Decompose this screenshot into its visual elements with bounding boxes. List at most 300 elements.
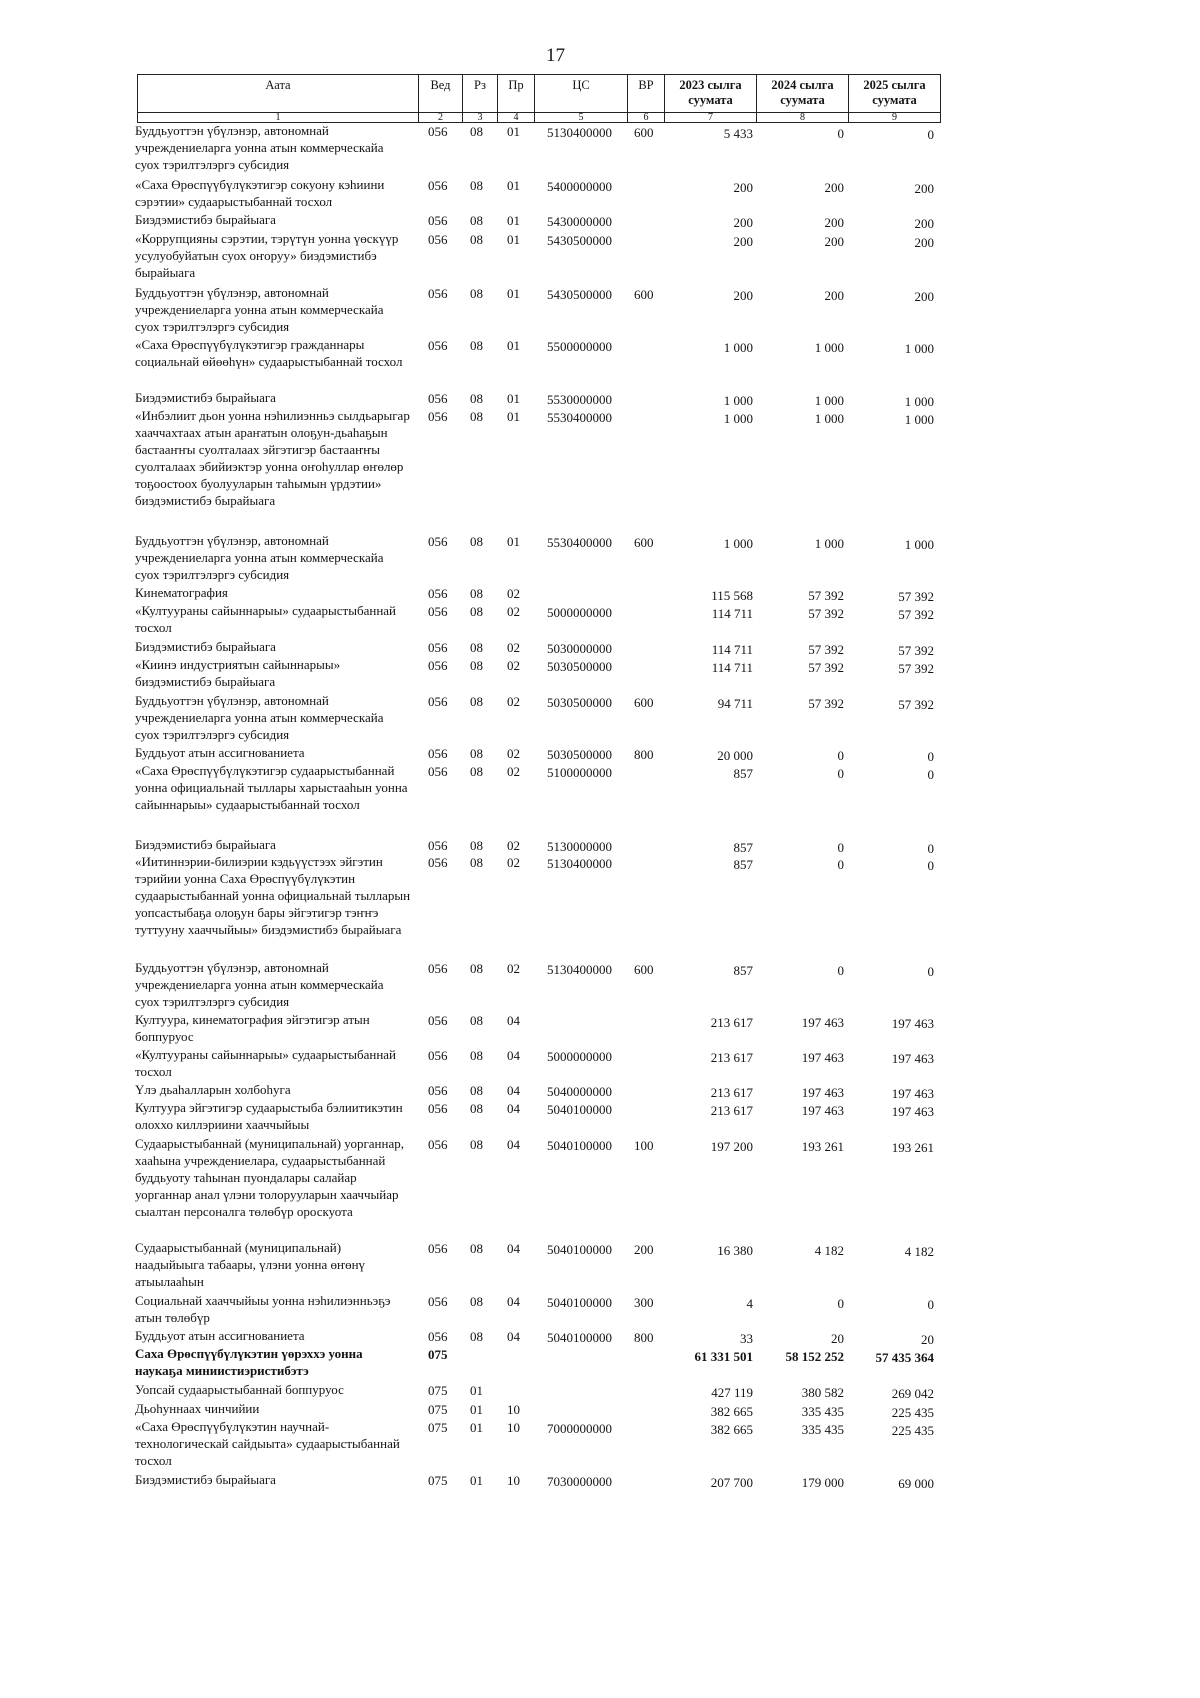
- row-cs: 5030500000: [547, 659, 612, 674]
- row-ved: 056: [428, 1294, 448, 1309]
- column-number: 3: [463, 113, 498, 123]
- row-amount-2025: 1 000: [904, 412, 934, 427]
- row-pr: 02: [507, 640, 520, 655]
- row-ved: 056: [428, 409, 448, 424]
- row-pr: 04: [507, 1048, 520, 1063]
- header-2024: 2024 сылга суумата: [757, 75, 849, 113]
- row-cs: 5040100000: [547, 1102, 612, 1117]
- table-row: [0, 744, 1200, 764]
- row-cs: 5030000000: [547, 641, 612, 656]
- row-amount-2024: 197 463: [801, 1103, 844, 1118]
- row-name: «Иитиннэрии-билиэрии кэдьүүстээх эйгэтин тэрийии уонна Саха Өрөспүүбүлүкэтин судаарыстыбаннай уонна официальнай тылларын уопсастыбаҕа олоҕун бары эйгэтигэр тэҥҥэ туттууну хааччыйыы» биэдэмистибэ бырайыага: [135, 854, 411, 937]
- row-amount-2024: 58 152 252: [785, 1349, 844, 1364]
- row-amount-2024: 57 392: [808, 642, 844, 657]
- row-name: Буддьуоттэн үбүлэнэр, автономнай учреждениеларга уонна атын коммерческайа суох тэрилтэлэргэ субсидия: [135, 533, 384, 582]
- row-rz: 08: [470, 838, 483, 853]
- row-amount-2025: 4 182: [904, 1244, 934, 1259]
- row-pr: 04: [507, 1241, 520, 1256]
- table-header: [137, 74, 941, 123]
- table-row: [0, 602, 1200, 635]
- row-amount-2024: 57 392: [808, 588, 844, 603]
- row-amount-2025: 1 000: [904, 394, 934, 409]
- column-number: 4: [498, 113, 535, 123]
- row-amount-2023: 382 665: [710, 1422, 753, 1437]
- row-amount-2024: 200: [824, 180, 844, 195]
- row-name: «Инбэлиит дьон уонна нэһилиэнньэ сылдьарыгар хааччахтаах атын араҥатын олоҕун-дьаһаҕын бастааҥҥы суолталаах эйгэтигэр бастааҥҥы суолталаах эбийиэктэр уонна оҥоһуллар өҥөлөр тоҕоостоох буолууларын таһымын үрдэтии» биэдэмистибэ бырайыага: [135, 408, 410, 508]
- row-vr: 100: [634, 1138, 654, 1153]
- row-rz: 08: [470, 586, 483, 601]
- row-amount-2023: 1 000: [723, 340, 753, 355]
- header-cs: ЦС: [535, 75, 628, 113]
- row-ved: 056: [428, 961, 448, 976]
- row-amount-2023: 33: [740, 1331, 753, 1346]
- row-pr: 01: [507, 286, 520, 301]
- row-pr: 02: [507, 604, 520, 619]
- page-number: 17: [546, 45, 565, 66]
- row-rz: 08: [470, 1241, 483, 1256]
- row-name: Биэдэмистибэ бырайыага: [135, 639, 276, 654]
- row-rz: 08: [470, 1294, 483, 1309]
- row-pr: 02: [507, 838, 520, 853]
- row-rz: 01: [470, 1473, 483, 1488]
- row-vr: 600: [634, 535, 654, 550]
- table-row: [0, 1135, 1200, 1219]
- row-rz: 08: [470, 1048, 483, 1063]
- row-name: «Коррупцияны сэрэтии, тэрүтүн уонна үөскүүр усулуобуйатын суох оҥоруу» биэдэмистибэ бырайыага: [135, 231, 399, 280]
- row-rz: 08: [470, 232, 483, 247]
- row-rz: 08: [470, 178, 483, 193]
- row-amount-2024: 200: [824, 215, 844, 230]
- row-pr: 01: [507, 409, 520, 424]
- row-ved: 056: [428, 586, 448, 601]
- row-amount-2025: 57 392: [898, 607, 934, 622]
- table-row: [0, 1046, 1200, 1079]
- row-amount-2024: 1 000: [814, 340, 844, 355]
- row-amount-2023: 213 617: [710, 1085, 753, 1100]
- row-name: Судаарыстыбаннай (муниципальнай) уорганнар, хааһына учреждениелара, судаарыстыбаннай буддьуоту таһынан пуондалары салайар уорганнар анал үлэни толорууларын хааччыйар сыалтан персоналга төлөбүр ороскуота: [135, 1136, 404, 1219]
- row-pr: 01: [507, 338, 520, 353]
- row-amount-2023: 857: [733, 963, 753, 978]
- row-pr: 01: [507, 178, 520, 193]
- row-cs: 5130000000: [547, 839, 612, 854]
- row-rz: 01: [470, 1420, 483, 1435]
- row-amount-2025: 1 000: [904, 341, 934, 356]
- table-row: [0, 1011, 1200, 1044]
- row-cs: 7000000000: [547, 1421, 612, 1436]
- row-pr: 01: [507, 124, 520, 139]
- row-amount-2023: 94 711: [717, 696, 753, 711]
- row-amount-2024: 0: [837, 963, 844, 978]
- row-amount-2024: 0: [837, 126, 844, 141]
- row-amount-2024: 197 463: [801, 1015, 844, 1030]
- row-amount-2024: 193 261: [801, 1139, 844, 1154]
- row-cs: 5400000000: [547, 179, 612, 194]
- row-name: Саха Өрөспүүбүлүкэтин үөрэххэ уонна наукаҕа миниистиэристибэтэ: [135, 1346, 363, 1378]
- table-row: [0, 656, 1200, 689]
- row-cs: 5000000000: [547, 1049, 612, 1064]
- row-amount-2024: 20: [831, 1331, 844, 1346]
- row-amount-2025: 0: [927, 767, 934, 782]
- row-rz: 08: [470, 855, 483, 870]
- row-amount-2025: 0: [927, 127, 934, 142]
- row-rz: 08: [470, 640, 483, 655]
- row-pr: 04: [507, 1083, 520, 1098]
- table-row: [0, 853, 1200, 937]
- row-name: Култуура эйгэтигэр судаарыстыба бэлиитикэтин олоххо киллэриини хааччыйыы: [135, 1100, 403, 1132]
- row-amount-2025: 197 463: [891, 1016, 934, 1031]
- header-rz: Рз: [463, 75, 498, 113]
- row-name: «Саха Өрөспүүбүлүкэтигэр судаарыстыбаннай уонна официальнай тыллары харыстааһын уонна сайыннарыы» судаарыстыбаннай тосхол: [135, 763, 408, 812]
- row-ved: 056: [428, 855, 448, 870]
- row-amount-2024: 197 463: [801, 1085, 844, 1100]
- header-vr: ВР: [628, 75, 665, 113]
- row-rz: 01: [470, 1383, 483, 1398]
- row-amount-2025: 197 463: [891, 1086, 934, 1101]
- row-cs: 7030000000: [547, 1474, 612, 1489]
- row-amount-2023: 213 617: [710, 1103, 753, 1118]
- row-cs: 5040000000: [547, 1084, 612, 1099]
- row-amount-2024: 0: [837, 840, 844, 855]
- table-row: [0, 1292, 1200, 1325]
- row-pr: 01: [507, 232, 520, 247]
- row-ved: 056: [428, 1241, 448, 1256]
- row-ved: 056: [428, 1083, 448, 1098]
- column-number: 7: [665, 113, 757, 123]
- row-rz: 08: [470, 286, 483, 301]
- row-name: «Саха Өрөспүүбүлүкэтин научнай- технологическай сайдыыта» судаарыстыбаннай тосхол: [135, 1419, 400, 1468]
- row-amount-2024: 1 000: [814, 411, 844, 426]
- row-ved: 056: [428, 604, 448, 619]
- row-name: Буддьуоттэн үбүлэнэр, автономнай учреждениеларга уонна атын коммерческайа суох тэрилтэлэргэ субсидия: [135, 693, 384, 742]
- row-pr: 04: [507, 1137, 520, 1152]
- row-ved: 056: [428, 534, 448, 549]
- row-ved: 056: [428, 640, 448, 655]
- row-rz: 08: [470, 1329, 483, 1344]
- row-name: Буддьуот атын ассигнованиета: [135, 745, 305, 760]
- row-amount-2024: 0: [837, 766, 844, 781]
- row-pr: 01: [507, 534, 520, 549]
- table-row: [0, 122, 1200, 172]
- row-ved: 075: [428, 1473, 448, 1488]
- row-cs: 5040100000: [547, 1330, 612, 1345]
- row-amount-2025: 200: [914, 235, 934, 250]
- row-cs: 5030500000: [547, 695, 612, 710]
- row-pr: 02: [507, 658, 520, 673]
- row-amount-2024: 1 000: [814, 536, 844, 551]
- row-vr: 600: [634, 695, 654, 710]
- row-name: Буддьуоттэн үбүлэнэр, автономнай учреждениеларга уонна атын коммерческайа суох тэрилтэлэргэ субсидия: [135, 123, 384, 172]
- row-ved: 056: [428, 1101, 448, 1116]
- column-number: 6: [628, 113, 665, 123]
- row-name: «Култуураны сайыннарыы» судаарыстыбаннай тосхол: [135, 603, 397, 635]
- row-rz: 08: [470, 124, 483, 139]
- row-rz: 08: [470, 746, 483, 761]
- row-amount-2023: 20 000: [717, 748, 753, 763]
- column-number: 2: [419, 113, 463, 123]
- row-amount-2024: 57 392: [808, 696, 844, 711]
- row-amount-2023: 197 200: [710, 1139, 753, 1154]
- row-amount-2023: 200: [733, 234, 753, 249]
- row-cs: 5530400000: [547, 410, 612, 425]
- table-row: [0, 211, 1200, 231]
- row-amount-2025: 200: [914, 216, 934, 231]
- column-number: 9: [849, 113, 941, 123]
- row-cs: 5430500000: [547, 287, 612, 302]
- row-amount-2023: 114 711: [711, 606, 753, 621]
- row-amount-2025: 1 000: [904, 537, 934, 552]
- row-name: Буддьуоттэн үбүлэнэр, автономнай учреждениеларга уонна атын коммерческайа суох тэрилтэлэргэ субсидия: [135, 285, 384, 334]
- table-row: [0, 389, 1200, 409]
- row-name: Биэдэмистибэ бырайыага: [135, 390, 276, 405]
- row-pr: 02: [507, 746, 520, 761]
- row-name: Биэдэмистибэ бырайыага: [135, 212, 276, 227]
- table-row: [0, 638, 1200, 658]
- row-amount-2023: 114 711: [711, 642, 753, 657]
- row-amount-2024: 1 000: [814, 393, 844, 408]
- row-amount-2025: 57 435 364: [875, 1350, 934, 1365]
- table-row: [0, 1471, 1200, 1491]
- row-rz: 08: [470, 961, 483, 976]
- row-name: Социальнай хааччыйыы уонна нэһилиэнньэҕэ атын төлөбүр: [135, 1293, 391, 1325]
- row-amount-2023: 207 700: [710, 1475, 753, 1490]
- row-pr: 10: [507, 1402, 520, 1417]
- row-rz: 08: [470, 213, 483, 228]
- row-rz: 08: [470, 604, 483, 619]
- row-name: «Саха Өрөспүүбүлүкэтигэр гражданнары социальнай өйөөһүн» судаарыстыбаннай тосхол: [135, 337, 403, 369]
- row-amount-2025: 57 392: [898, 661, 934, 676]
- row-amount-2024: 0: [837, 1296, 844, 1311]
- table-row: [0, 1081, 1200, 1101]
- row-amount-2025: 69 000: [898, 1476, 934, 1491]
- row-pr: 01: [507, 391, 520, 406]
- row-amount-2024: 0: [837, 857, 844, 872]
- row-amount-2023: 427 119: [711, 1385, 753, 1400]
- row-amount-2023: 4: [746, 1296, 753, 1311]
- row-ved: 056: [428, 124, 448, 139]
- row-amount-2025: 269 042: [891, 1386, 934, 1401]
- row-pr: 10: [507, 1473, 520, 1488]
- row-amount-2023: 213 617: [710, 1050, 753, 1065]
- row-name: «Киинэ индустриятын сайыннарыы» биэдэмистибэ бырайыага: [135, 657, 341, 689]
- row-ved: 056: [428, 391, 448, 406]
- row-cs: 5130400000: [547, 856, 612, 871]
- row-amount-2025: 20: [921, 1332, 934, 1347]
- row-cs: 5040100000: [547, 1295, 612, 1310]
- row-vr: 800: [634, 1330, 654, 1345]
- header-2025: 2025 сылга суумата: [849, 75, 941, 113]
- row-ved: 056: [428, 658, 448, 673]
- row-name: Буддьуоттэн үбүлэнэр, автономнай учреждениеларга уонна атын коммерческайа суох тэрилтэлэргэ субсидия: [135, 960, 384, 1009]
- row-rz: 08: [470, 1101, 483, 1116]
- row-ved: 056: [428, 213, 448, 228]
- row-name: Судаарыстыбаннай (муниципальнай) наадыйыыга табаары, үлэни уонна өҥөнү атыылааһын: [135, 1240, 366, 1289]
- row-amount-2024: 380 582: [801, 1385, 844, 1400]
- row-amount-2025: 225 435: [891, 1423, 934, 1438]
- row-amount-2023: 213 617: [710, 1015, 753, 1030]
- row-amount-2024: 335 435: [801, 1404, 844, 1419]
- row-vr: 800: [634, 747, 654, 762]
- row-rz: 08: [470, 1137, 483, 1152]
- row-amount-2025: 57 392: [898, 643, 934, 658]
- row-amount-2025: 57 392: [898, 589, 934, 604]
- row-amount-2025: 0: [927, 858, 934, 873]
- row-amount-2023: 16 380: [717, 1243, 753, 1258]
- row-amount-2025: 193 261: [891, 1140, 934, 1155]
- row-amount-2024: 200: [824, 234, 844, 249]
- row-vr: 200: [634, 1242, 654, 1257]
- table-row: [0, 1239, 1200, 1289]
- row-amount-2024: 4 182: [814, 1243, 844, 1258]
- header-pr: Пр: [498, 75, 535, 113]
- row-amount-2023: 200: [733, 180, 753, 195]
- row-amount-2023: 1 000: [723, 393, 753, 408]
- column-number: 1: [138, 113, 419, 123]
- table-row: [0, 959, 1200, 1009]
- row-ved: 075: [428, 1383, 448, 1398]
- row-pr: 04: [507, 1294, 520, 1309]
- table-row: [0, 284, 1200, 334]
- row-ved: 056: [428, 746, 448, 761]
- row-cs: 5530000000: [547, 392, 612, 407]
- row-amount-2025: 200: [914, 181, 934, 196]
- row-cs: 5430000000: [547, 214, 612, 229]
- table-row: [0, 692, 1200, 742]
- row-ved: 056: [428, 764, 448, 779]
- table-row: [0, 1345, 1200, 1378]
- row-ved: 056: [428, 232, 448, 247]
- row-cs: 5040100000: [547, 1242, 612, 1257]
- row-name: Дьоһуннаах чинчийии: [135, 1401, 260, 1416]
- header-ved: Вед: [419, 75, 463, 113]
- row-ved: 056: [428, 694, 448, 709]
- row-ved: 075: [428, 1402, 448, 1417]
- row-name: Биэдэмистибэ бырайыага: [135, 837, 276, 852]
- table-row: [0, 1381, 1200, 1401]
- row-amount-2025: 200: [914, 289, 934, 304]
- row-rz: 08: [470, 534, 483, 549]
- row-ved: 056: [428, 178, 448, 193]
- row-ved: 075: [428, 1420, 448, 1435]
- row-pr: 04: [507, 1013, 520, 1028]
- row-cs: 5430500000: [547, 233, 612, 248]
- row-amount-2023: 857: [733, 857, 753, 872]
- row-pr: 04: [507, 1329, 520, 1344]
- row-amount-2023: 200: [733, 215, 753, 230]
- row-name: Култуура, кинематография эйгэтигэр атын боппуруос: [135, 1012, 370, 1044]
- column-number: 5: [535, 113, 628, 123]
- row-cs: 5040100000: [547, 1138, 612, 1153]
- row-pr: 02: [507, 855, 520, 870]
- header-2023: 2023 сылга суумата: [665, 75, 757, 113]
- table-row: [0, 407, 1200, 508]
- row-amount-2025: 225 435: [891, 1405, 934, 1420]
- row-amount-2024: 0: [837, 748, 844, 763]
- row-rz: 01: [470, 1402, 483, 1417]
- row-amount-2025: 0: [927, 964, 934, 979]
- row-pr: 02: [507, 961, 520, 976]
- row-ved: 075: [428, 1347, 448, 1362]
- row-amount-2023: 115 568: [711, 588, 753, 603]
- row-amount-2023: 1 000: [723, 411, 753, 426]
- table-row: [0, 1099, 1200, 1132]
- row-vr: 600: [634, 125, 654, 140]
- row-amount-2025: 57 392: [898, 697, 934, 712]
- row-amount-2025: 0: [927, 749, 934, 764]
- row-amount-2023: 382 665: [710, 1404, 753, 1419]
- row-amount-2023: 61 331 501: [694, 1349, 753, 1364]
- row-ved: 056: [428, 286, 448, 301]
- table-row: [0, 762, 1200, 812]
- row-ved: 056: [428, 1329, 448, 1344]
- row-pr: 10: [507, 1420, 520, 1435]
- row-pr: 01: [507, 213, 520, 228]
- row-cs: 5130400000: [547, 962, 612, 977]
- row-pr: 02: [507, 764, 520, 779]
- row-amount-2024: 57 392: [808, 606, 844, 621]
- row-cs: 5100000000: [547, 765, 612, 780]
- table-row: [0, 1327, 1200, 1347]
- row-name: «Култуураны сайыннарыы» судаарыстыбаннай тосхол: [135, 1047, 397, 1079]
- row-name: Үлэ дьаһалларын холбоһуга: [135, 1082, 291, 1097]
- row-amount-2024: 57 392: [808, 660, 844, 675]
- row-ved: 056: [428, 1048, 448, 1063]
- row-vr: 300: [634, 1295, 654, 1310]
- row-amount-2024: 335 435: [801, 1422, 844, 1437]
- row-pr: 02: [507, 694, 520, 709]
- column-number: 8: [757, 113, 849, 123]
- table-row: [0, 230, 1200, 280]
- row-amount-2025: 197 463: [891, 1051, 934, 1066]
- table-row: [0, 836, 1200, 856]
- row-cs: 5500000000: [547, 339, 612, 354]
- row-name: Биэдэмистибэ бырайыага: [135, 1472, 276, 1487]
- row-name: Кинематография: [135, 585, 228, 600]
- row-rz: 08: [470, 1083, 483, 1098]
- table-row: [0, 584, 1200, 604]
- table-row: [0, 1418, 1200, 1468]
- row-amount-2023: 200: [733, 288, 753, 303]
- row-ved: 056: [428, 1013, 448, 1028]
- row-rz: 08: [470, 1013, 483, 1028]
- header-name: Аата: [138, 75, 419, 113]
- row-rz: 08: [470, 409, 483, 424]
- row-cs: 5130400000: [547, 125, 612, 140]
- row-cs: 5000000000: [547, 605, 612, 620]
- row-amount-2023: 114 711: [711, 660, 753, 675]
- row-amount-2023: 1 000: [723, 536, 753, 551]
- row-rz: 08: [470, 764, 483, 779]
- row-amount-2025: 0: [927, 841, 934, 856]
- row-name: Буддьуот атын ассигнованиета: [135, 1328, 305, 1343]
- row-pr: 02: [507, 586, 520, 601]
- row-amount-2023: 857: [733, 766, 753, 781]
- row-name: Уопсай судаарыстыбаннай боппуруос: [135, 1382, 344, 1397]
- table-row: [0, 1400, 1200, 1420]
- row-rz: 08: [470, 658, 483, 673]
- row-pr: 04: [507, 1101, 520, 1116]
- row-amount-2025: 197 463: [891, 1104, 934, 1119]
- row-amount-2024: 197 463: [801, 1050, 844, 1065]
- row-amount-2024: 200: [824, 288, 844, 303]
- table-row: [0, 176, 1200, 209]
- row-cs: 5030500000: [547, 747, 612, 762]
- row-ved: 056: [428, 338, 448, 353]
- row-cs: 5530400000: [547, 535, 612, 550]
- row-ved: 056: [428, 838, 448, 853]
- row-amount-2023: 5 433: [723, 126, 753, 141]
- row-rz: 08: [470, 694, 483, 709]
- table-row: [0, 336, 1200, 369]
